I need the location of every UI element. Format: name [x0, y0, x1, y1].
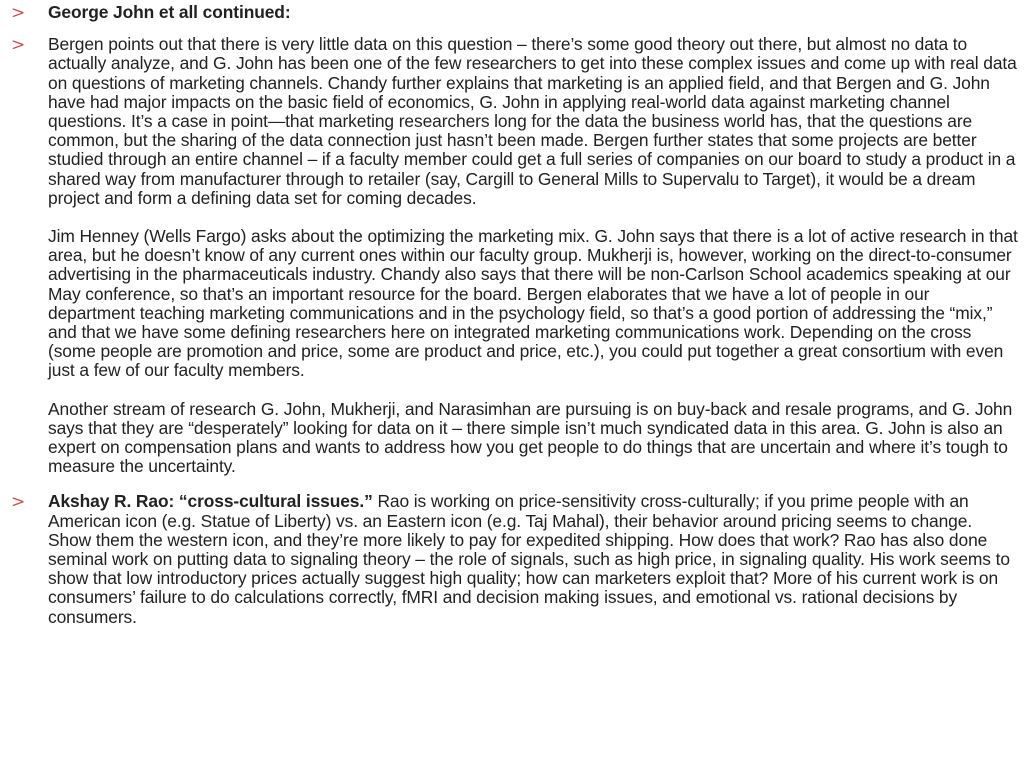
rao-bullet [0, 492, 1024, 626]
rao-paragraph [48, 492, 1018, 626]
bullet-arrow-icon: > [11, 3, 26, 23]
henney-paragraph: Jim Henney (Wells Fargo) asks about the optimizing the marketing mix. G. John says that there is a lot of active research in that area, but he doesn’t know of any current ones within our faculty group. Mukherji is, however, working on the direct-to-consumer advertising in the pharmaceuticals industry. Chandy also says that there will be non-Carlson School academics speaking at our May conference, so that’s an important resource for the board. Bergen elaborates that we have a lot of people in our department teaching marketing communications and in the psychology field, so that’s a good portion of addressing the “mix,” and that we have some defining researchers here on integrated marketing communications work. Depending on the cross (some people are promotion and price, some are product and price, etc.), you could put together a great consortium with even just a few of our faculty members. [48, 226, 1018, 381]
section-heading: George John et all continued: [48, 2, 291, 22]
buyback-paragraph: Another stream of research G. John, Mukherji, and Narasimhan are pursuing is on buy-back and resale programs, and G. John says that they are “desperately” looking for data on it – there simple isn’t much syndicated data in this area. G. John is also an expert on compensation plans and wants to address how you get people to do things that are uncertain and where it’s tough to measure the uncertainty. [48, 398, 1013, 477]
bergen-discussion-bullet [0, 35, 1024, 476]
bullet-arrow-icon: > [11, 492, 26, 513]
bullet-arrow-icon: > [11, 35, 26, 56]
bergen-paragraph: Bergen points out that there is very little data on this question – there’s some good theory out there, but almost no data to actually analyze, and G. John has been one of the few researchers to get into these complex issues and come up with real data on questions of marketing channels. Chandy further explains that marketing is an applied field, and that Bergen and G. John have had major impacts on the basic field of economics, G. John in applying real-world data against marketing channel questions. It’s a case in point—that marketing researchers long for the data the business world has, that the questions are common, but the sharing of the data connection just hasn’t been made. Bergen further states that some projects are better studied through an entire channel – if a faculty member could get a full series of companies on our board to study a product in a shared way from manufacturer through to retailer (say, Cargill to General Mills to Supervalu to Target), it would be a dream project and form a defining data set for coming decades. [48, 34, 1017, 208]
heading-bullet [0, 3, 1024, 22]
rao-body: Rao is working on price-sensitivity cross-culturally; if you prime people with an American icon (e.g. Statue of Liberty) vs. an Eastern icon (e.g. Taj Mahal), their behavior around pricing seems to change. Show them the western icon, and they’re more likely to pay for expedited shipping. How does that work? Rao has also done seminal work on putting data to signaling theory – the role of signals, such as high price, in signaling quality. His work seems to show that low introductory prices actually suggest high quality; how can marketers exploit that? More of his current work is on consumers’ failure to do calculations correctly, fMRI and decision making issues, and emotional vs. rational decisions by consumers. [48, 491, 1010, 627]
rao-lead: Akshay R. Rao: “cross-cultural issues.” [48, 491, 373, 512]
